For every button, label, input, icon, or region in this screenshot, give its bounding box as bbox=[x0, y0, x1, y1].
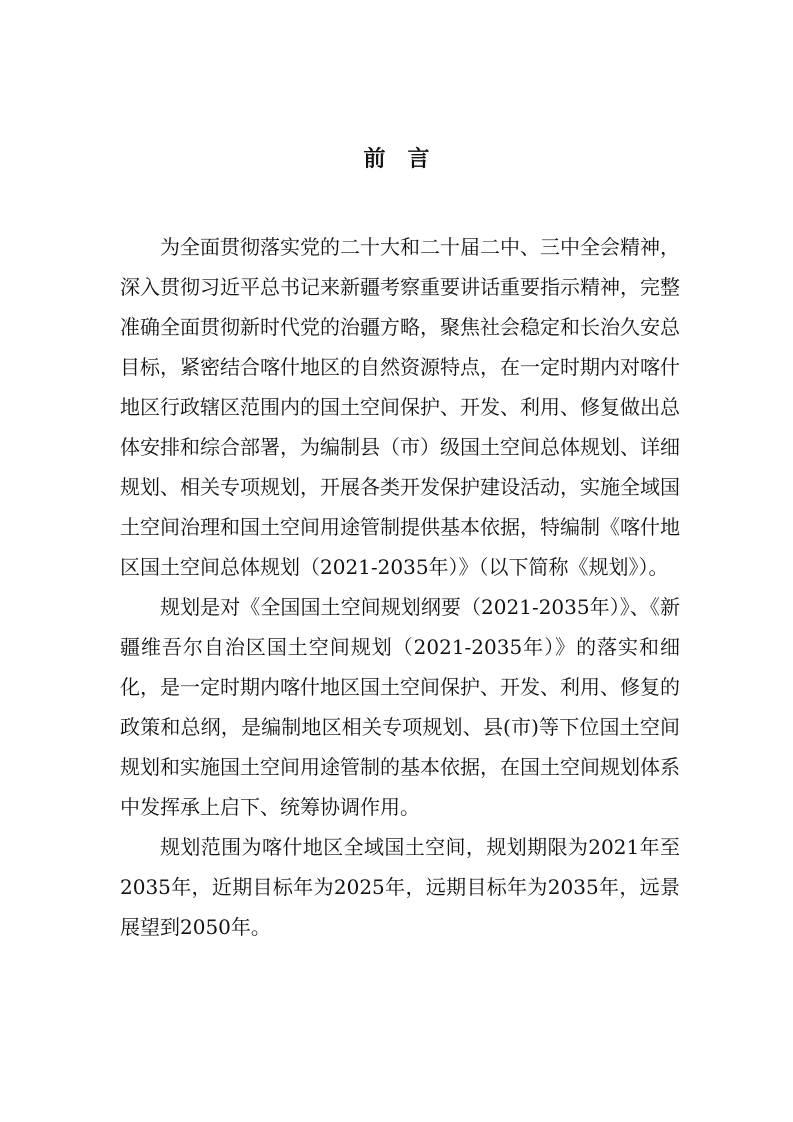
paragraph-2: 规划是对《全国国土空间规划纲要（2021-2035年）》、《新疆维吾尔自治区国土空间规划（2021-2035年）》的落实和细化，是一定时期内喀什地区国土空间保护、开发、利用、修复的政策和总纲，是编制地区相关专项规划、县(市)等下位国土空间规划和实施国土空间用途管制的基本依据，在国土空间规划体系中发挥承上启下、统筹协调作用。 bbox=[120, 595, 680, 819]
paragraph-3: 规划范围为喀什地区全域国土空间，规划期限为2021年至2035年，近期目标年为2025年，远期目标年为2035年，远景展望到2050年。 bbox=[120, 835, 680, 939]
body-text bbox=[120, 227, 680, 947]
page-title: 前言 bbox=[363, 147, 452, 172]
paragraph-1: 为全面贯彻落实党的二十大和二十届二中、三中全会精神，深入贯彻习近平总书记来新疆考察重要讲话重要指示精神，完整准确全面贯彻新时代党的治疆方略，聚焦社会稳定和长治久安总目标，紧密结合喀什地区的自然资源特点，在一定时期内对喀什地区行政辖区范围内的国土空间保护、开发、利用、修复做出总体安排和综合部署，为编制县（市）级国土空间总体规划、详细规划、相关专项规划，开展各类开发保护建设活动，实施全域国土空间治理和国土空间用途管制提供基本依据，特编制《喀什地区国土空间总体规划（2021-2035年）》（以下简称《规划》）。 bbox=[120, 235, 680, 579]
